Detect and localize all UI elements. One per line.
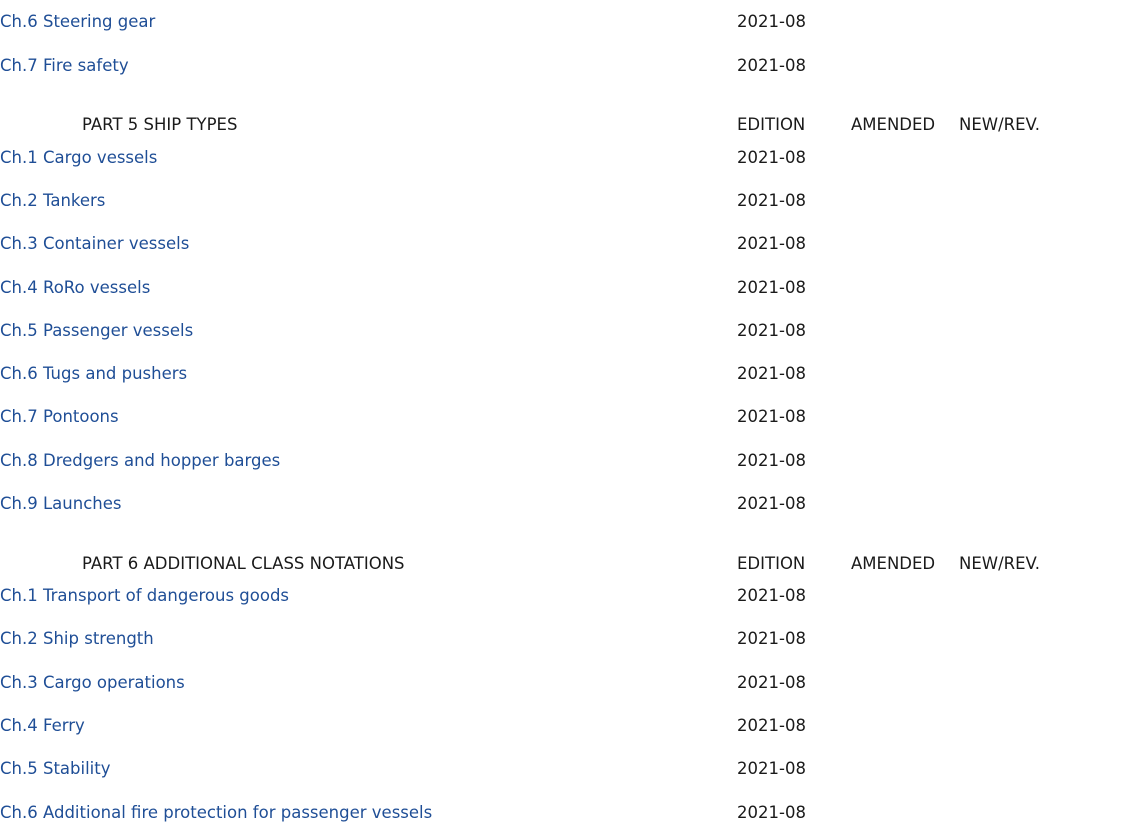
table-row <box>0 362 1130 386</box>
column-header-amended: AMENDED <box>851 554 936 573</box>
chapter-link[interactable]: Ch.4 <box>0 716 38 735</box>
chapter-title-link[interactable]: Tankers <box>42 191 106 210</box>
edition-value: 2021-08 <box>737 586 806 605</box>
chapter-title-link[interactable]: Passenger vessels <box>42 321 194 340</box>
edition-value: 2021-08 <box>737 12 806 31</box>
part-title: PART 5 SHIP TYPES <box>82 115 238 134</box>
chapter-link[interactable]: Ch.6 <box>0 364 38 383</box>
chapter-title-link[interactable]: RoRo vessels <box>42 278 151 297</box>
table-row <box>0 714 1130 738</box>
part-header <box>0 552 1130 576</box>
chapter-link[interactable]: Ch.3 <box>0 673 38 692</box>
chapter-link[interactable]: Ch.1 <box>0 586 38 605</box>
edition-value: 2021-08 <box>737 364 806 383</box>
chapter-link[interactable]: Ch.1 <box>0 148 38 167</box>
table-row <box>0 405 1130 429</box>
table-row <box>0 54 1130 78</box>
edition-value: 2021-08 <box>737 494 806 513</box>
table-row <box>0 671 1130 695</box>
edition-value: 2021-08 <box>737 191 806 210</box>
edition-value: 2021-08 <box>737 803 806 822</box>
chapter-title-link[interactable]: Dredgers and hopper barges <box>42 451 281 470</box>
column-header-new-rev: NEW/REV. <box>959 115 1040 134</box>
column-header-new-rev: NEW/REV. <box>959 554 1040 573</box>
column-header-edition: EDITION <box>737 115 806 134</box>
table-row <box>0 757 1130 781</box>
chapter-title-link[interactable]: Launches <box>42 494 122 513</box>
edition-value: 2021-08 <box>737 629 806 648</box>
chapter-title-link[interactable]: Stability <box>42 759 111 778</box>
chapter-link[interactable]: Ch.9 <box>0 494 38 513</box>
chapter-link[interactable]: Ch.5 <box>0 759 38 778</box>
column-header-amended: AMENDED <box>851 115 936 134</box>
table-row <box>0 189 1130 213</box>
edition-value: 2021-08 <box>737 451 806 470</box>
table-row <box>0 319 1130 343</box>
edition-value: 2021-08 <box>737 148 806 167</box>
chapter-title-link[interactable]: Container vessels <box>42 234 190 253</box>
edition-value: 2021-08 <box>737 234 806 253</box>
chapter-link[interactable]: Ch.4 <box>0 278 38 297</box>
edition-value: 2021-08 <box>737 716 806 735</box>
edition-value: 2021-08 <box>737 321 806 340</box>
chapter-link[interactable]: Ch.2 <box>0 191 38 210</box>
chapter-title-link[interactable]: Pontoons <box>42 407 119 426</box>
table-row <box>0 449 1130 473</box>
chapter-link[interactable]: Ch.6 <box>0 803 38 822</box>
column-header-edition: EDITION <box>737 554 806 573</box>
chapter-title-link[interactable]: Ferry <box>42 716 85 735</box>
chapter-title-link[interactable]: Cargo operations <box>42 673 185 692</box>
chapter-title-link[interactable]: Ship strength <box>42 629 154 648</box>
chapter-link[interactable]: Ch.5 <box>0 321 38 340</box>
part-header <box>0 113 1130 137</box>
chapter-title-link[interactable]: Fire safety <box>42 56 129 75</box>
table-row <box>0 146 1130 170</box>
edition-value: 2021-08 <box>737 56 806 75</box>
chapter-title-link[interactable]: Transport of dangerous goods <box>42 586 290 605</box>
table-row <box>0 627 1130 651</box>
chapter-title-link[interactable]: Additional fire protection for passenger vessels <box>42 803 433 822</box>
chapter-link[interactable]: Ch.2 <box>0 629 38 648</box>
table-row <box>0 492 1130 516</box>
chapter-link[interactable]: Ch.6 <box>0 12 38 31</box>
edition-value: 2021-08 <box>737 278 806 297</box>
chapter-link[interactable]: Ch.7 <box>0 407 38 426</box>
chapter-title-link[interactable]: Tugs and pushers <box>42 364 188 383</box>
edition-value: 2021-08 <box>737 673 806 692</box>
chapter-link[interactable]: Ch.3 <box>0 234 38 253</box>
chapter-link[interactable]: Ch.7 <box>0 56 38 75</box>
table-row <box>0 584 1130 608</box>
table-row <box>0 10 1130 34</box>
edition-value: 2021-08 <box>737 407 806 426</box>
chapter-title-link[interactable]: Cargo vessels <box>42 148 158 167</box>
edition-value: 2021-08 <box>737 759 806 778</box>
table-row <box>0 276 1130 300</box>
part-title: PART 6 ADDITIONAL CLASS NOTATIONS <box>82 554 405 573</box>
table-row <box>0 232 1130 256</box>
chapter-title-link[interactable]: Steering gear <box>42 12 156 31</box>
chapter-link[interactable]: Ch.8 <box>0 451 38 470</box>
table-row <box>0 801 1130 825</box>
